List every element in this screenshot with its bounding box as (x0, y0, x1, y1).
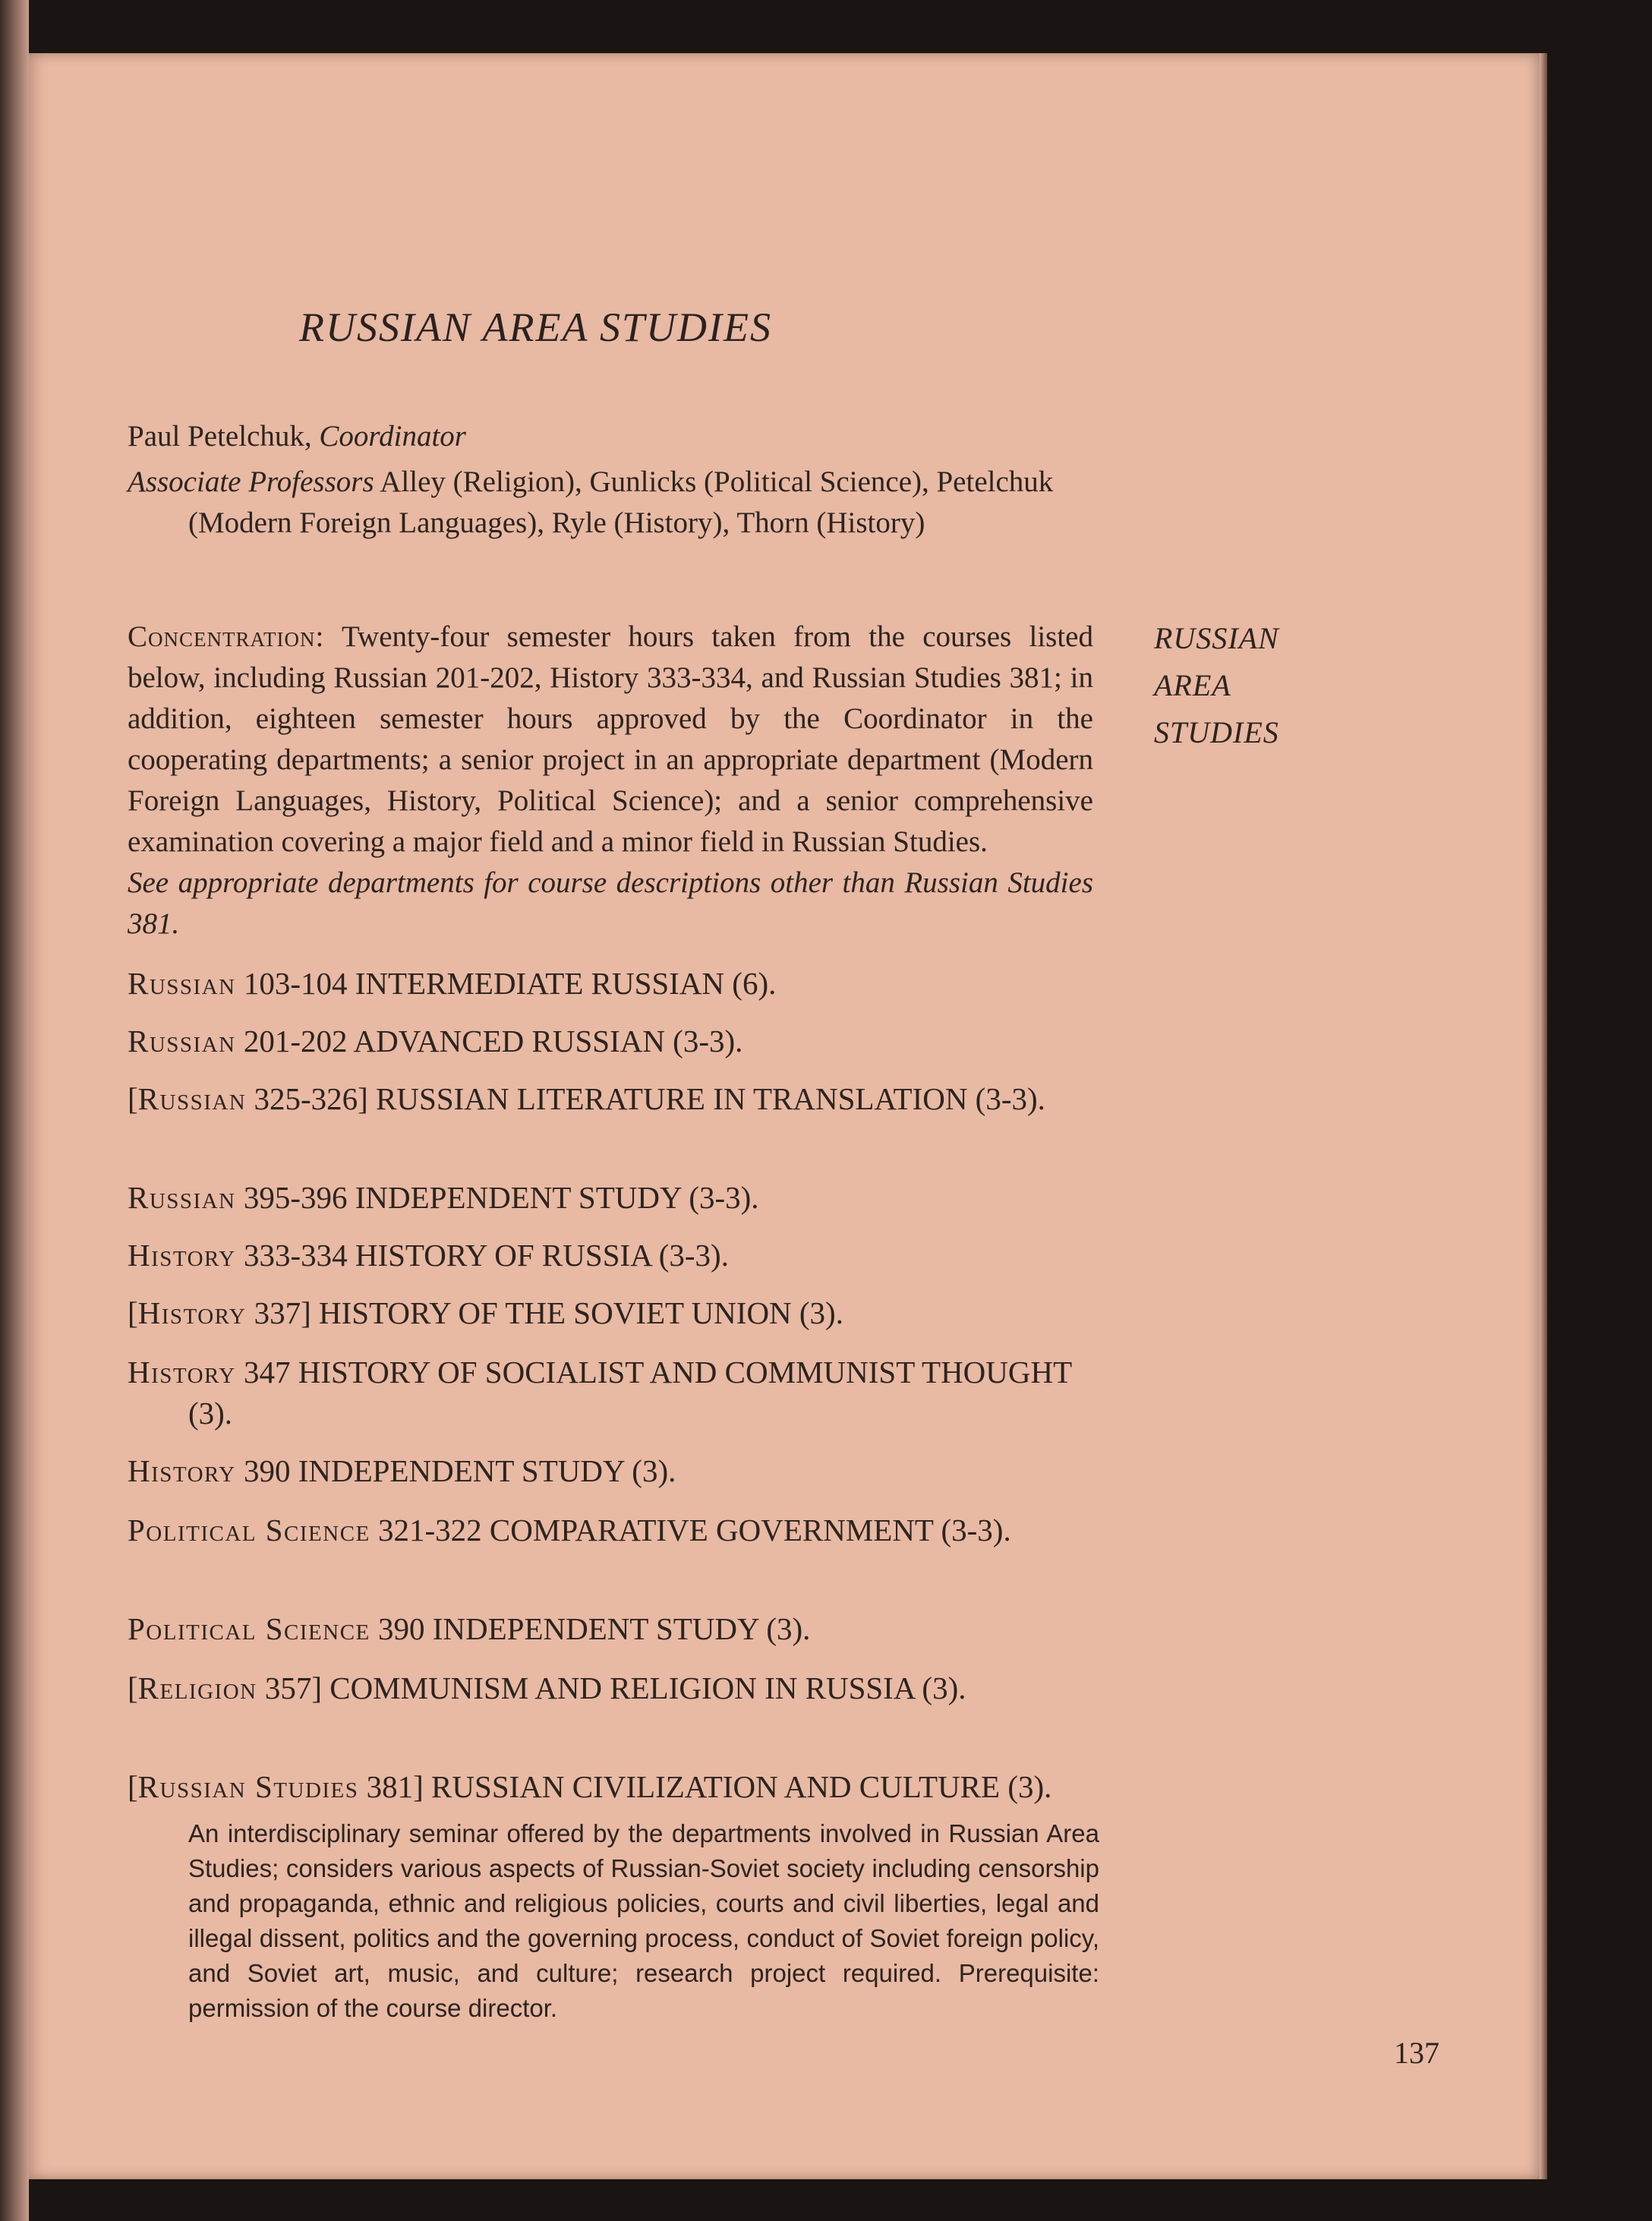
course-description: An interdisciplinary seminar offered by the departments involved in Russian Area Studies; considers various aspects of Russian-Soviet society including censorship and propaganda, ethnic and religious policies, courts and civil liberties, legal and illegal dissent, politics and the governing process, conduct of Soviet foreign policy, and Soviet art, music, and culture; research project required. Prerequisite: permission of the course director. (188, 1819, 1099, 2022)
course-title: 325-326] RUSSIAN LITERATURE IN TRANSLATION (3-3). (246, 1081, 1045, 1116)
page-edge (1540, 53, 1547, 2179)
course-department: Russian (128, 1180, 236, 1215)
associate-professors-line (128, 462, 1084, 544)
course-department: Political Science (128, 1513, 370, 1547)
associate-professors-list: Alley (Religion), Gunlicks (Political Science), Petelchuk (Modern Foreign Languages), Ryle (History), Thorn (History) (188, 465, 1054, 539)
course-department: Russian (137, 1081, 247, 1116)
course-department: History (137, 1295, 247, 1330)
side-heading-line: RUSSIAN (1154, 621, 1279, 655)
coordinator-line (128, 416, 1084, 457)
course-bracket: [ (128, 1670, 138, 1705)
coordinator-name: Paul Petelchuk, (128, 420, 320, 453)
concentration-note: See appropriate departments for course descriptions other than Russian Studies 381. (128, 866, 1093, 940)
course-title: 201-202 ADVANCED RUSSIAN (3-3). (235, 1024, 743, 1058)
course-title: 381] RUSSIAN CIVILIZATION AND CULTURE (3). (358, 1769, 1052, 1804)
course-department: History (128, 1238, 236, 1273)
course-department: Religion (137, 1670, 257, 1705)
course-entry (128, 963, 1114, 1004)
course-entry (128, 1352, 1114, 1434)
course-department: Russian (128, 966, 236, 1001)
course-title: 321-322 COMPARATIVE GOVERNMENT (3-3). (370, 1513, 1011, 1547)
course-entry (128, 1078, 1114, 1119)
course-bracket: [ (128, 1769, 138, 1804)
concentration-section (128, 617, 1093, 945)
course-entry (128, 1177, 1114, 1218)
course-entry (128, 1021, 1114, 1062)
course-title: 357] COMMUNISM AND RELIGION IN RUSSIA (3). (257, 1670, 966, 1705)
course-bracket: [ (128, 1081, 138, 1116)
side-heading-line: STUDIES (1154, 715, 1279, 749)
staff-listing (128, 416, 1084, 548)
course-title: 390 INDEPENDENT STUDY (3). (370, 1611, 811, 1646)
side-heading (1154, 615, 1397, 756)
course-department: History (128, 1453, 236, 1488)
course-title: 103-104 INTERMEDIATE RUSSIAN (6). (235, 966, 777, 1001)
course-department: Political Science (128, 1611, 370, 1646)
page-title: RUSSIAN AREA STUDIES (299, 304, 772, 350)
course-entry (128, 1667, 1114, 1708)
course-bracket: [ (128, 1295, 138, 1330)
course-entry (128, 1766, 1114, 1807)
associate-professors-label: Associate Professors (128, 465, 374, 498)
concentration-label: Concentration: (128, 620, 325, 653)
page-number: 137 (1394, 2036, 1439, 2070)
course-entry (128, 1450, 1114, 1491)
book-spine (0, 0, 29, 2221)
course-entry (128, 1608, 1114, 1649)
course-department: Russian Studies (137, 1769, 359, 1804)
course-title: 395-396 INDEPENDENT STUDY (3-3). (235, 1180, 759, 1215)
course-department: Russian (128, 1024, 236, 1058)
course-title: 390 INDEPENDENT STUDY (3). (235, 1453, 676, 1488)
course-title: 337] HISTORY OF THE SOVIET UNION (3). (246, 1295, 843, 1330)
course-entry (128, 1292, 1114, 1333)
concentration-paragraph (128, 617, 1093, 863)
course-department: History (128, 1355, 236, 1390)
course-title: 333-334 HISTORY OF RUSSIA (3-3). (235, 1238, 729, 1273)
course-entry (128, 1235, 1114, 1276)
coordinator-role: Coordinator (319, 420, 466, 453)
side-heading-line: AREA (1154, 668, 1231, 702)
course-entry (128, 1510, 1114, 1551)
course-title: 347 HISTORY OF SOCIALIST AND COMMUNIST THOUGHT (3). (188, 1355, 1072, 1431)
concentration-text: Twenty-four semester hours taken from the courses listed below, including Russian 201-202, History 333-334, and Russian Studies 381; in addition, eighteen semester hours approved by the Coordinator in the cooperating departments; a senior project in an appropriate department (Modern Foreign Languages, History, Political Science); and a senior comprehensive examination covering a major field and a minor field in Russian Studies. (128, 620, 1093, 858)
